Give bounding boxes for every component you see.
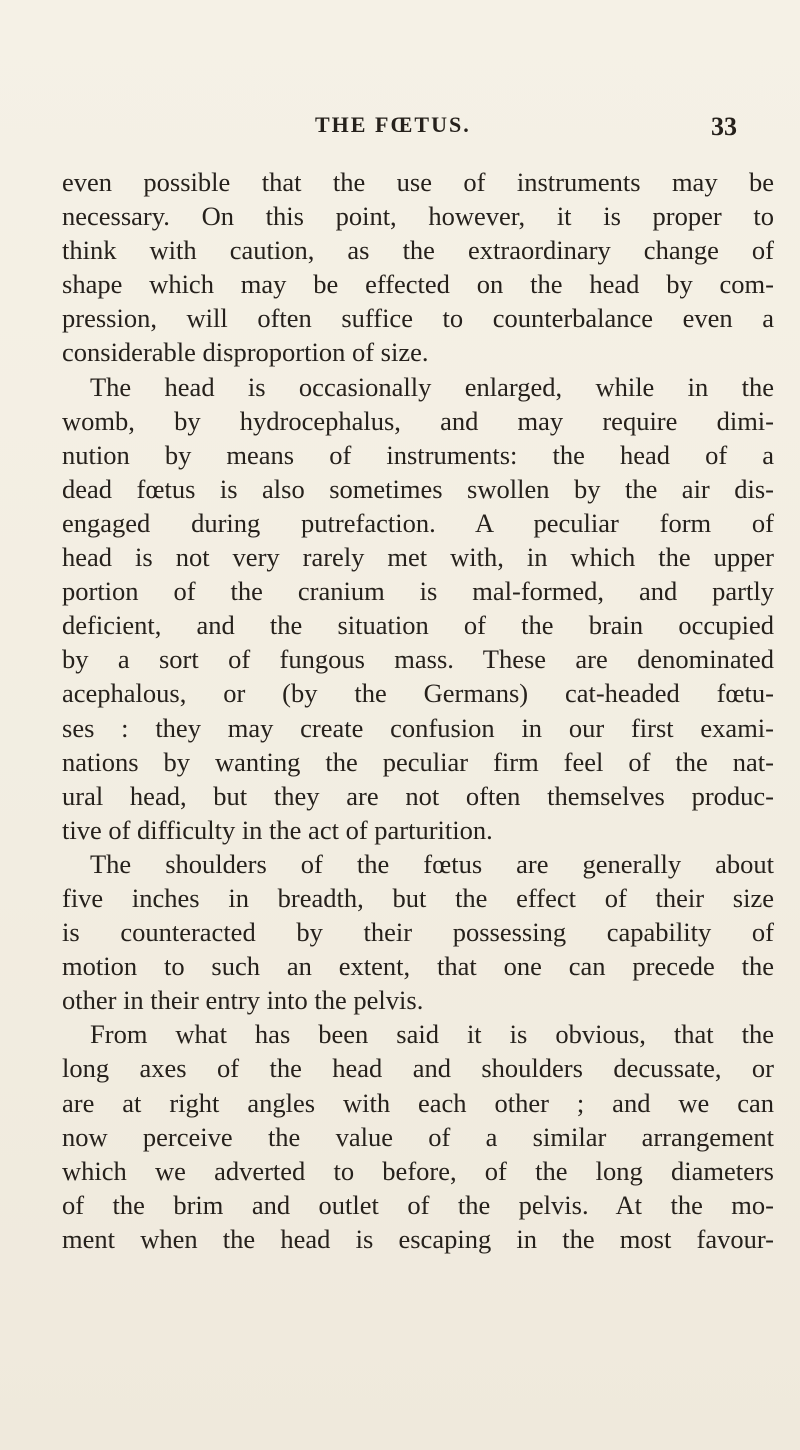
text-line: The shoulders of the fœtus are generally about: [90, 848, 774, 879]
text-line: is counteracted by their possessing capability of: [62, 917, 774, 948]
text-line: The head is occasionally enlarged, while in the: [90, 371, 774, 402]
text-line: by a sort of fungous mass. These are denominated: [62, 644, 774, 675]
text-line: five inches in breadth, but the effect of their size: [62, 882, 774, 913]
text-line: pression, will often suffice to counterbalance even a: [62, 303, 774, 334]
text-line: even possible that the use of instruments may be: [62, 167, 774, 197]
text-line: dead fœtus is also sometimes swollen by the air dis-: [62, 473, 774, 504]
text-line: ses : they may create confusion in our first exami-: [62, 712, 774, 743]
text-line: nution by means of instruments: the head of a: [62, 439, 774, 470]
text-line: womb, by hydrocephalus, and may require dimi-: [62, 405, 774, 436]
running-head: [145, 112, 755, 144]
text-line: portion of the cranium is mal-formed, and partly: [62, 576, 774, 607]
text-line: nations by wanting the peculiar firm feel of the nat-: [62, 746, 774, 777]
text-line: engaged during putrefaction. A peculiar form of: [62, 507, 774, 538]
text-line: are at right angles with each other ; and we can: [62, 1087, 774, 1118]
text-line: which we adverted to before, of the long diameters: [62, 1155, 774, 1186]
text-line: head is not very rarely met with, in which the upper: [62, 542, 774, 573]
text-line: other in their entry into the pelvis.: [62, 985, 424, 1016]
body-text: [62, 165, 774, 1256]
text-line: long axes of the head and shoulders decussate, or: [62, 1053, 774, 1084]
text-line: shape which may be effected on the head by com-: [62, 269, 774, 300]
running-head-title: THE FŒTUS.: [315, 112, 471, 137]
text-line: deficient, and the situation of the brain occupied: [62, 610, 774, 641]
text-line: of the brim and outlet of the pelvis. At the mo-: [62, 1189, 774, 1220]
text-line: From what has been said it is obvious, that the: [90, 1019, 774, 1050]
text-line: think with caution, as the extraordinary change of: [62, 235, 774, 266]
page-number: 33: [711, 112, 737, 141]
text-line: considerable disproportion of size.: [62, 337, 429, 368]
text-line: ment when the head is escaping in the most favour-: [62, 1223, 774, 1254]
text-line: tive of difficulty in the act of parturition.: [62, 814, 493, 845]
text-line: motion to such an extent, that one can precede the: [62, 951, 774, 982]
text-line: necessary. On this point, however, it is proper to: [62, 201, 774, 232]
text-line: now perceive the value of a similar arrangement: [62, 1121, 774, 1152]
text-line: ural head, but they are not often themselves produc-: [62, 780, 774, 811]
text-line: acephalous, or (by the Germans) cat-headed fœtu-: [62, 678, 774, 709]
